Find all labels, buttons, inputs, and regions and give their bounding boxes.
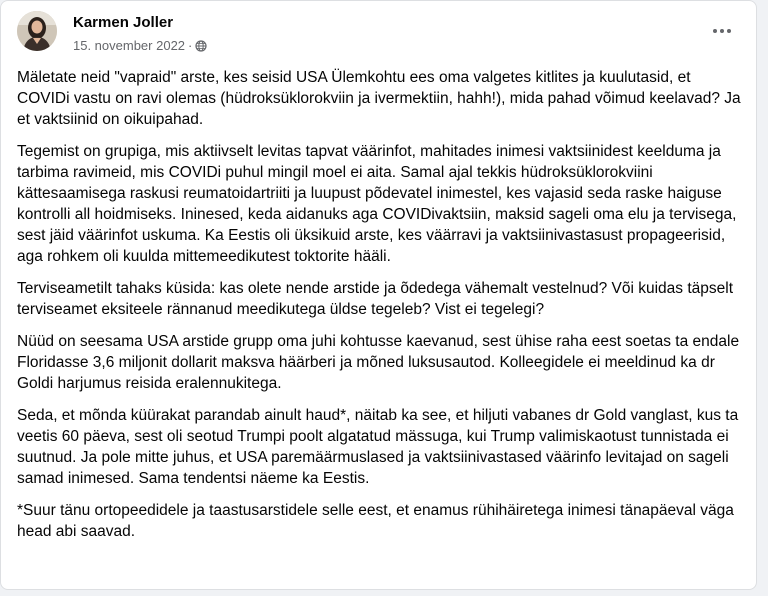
post-header — [17, 11, 740, 59]
post-body — [17, 67, 742, 553]
meta-separator: · — [188, 38, 193, 53]
more-options-icon — [712, 28, 732, 34]
post-date[interactable]: 15. november 2022 — [73, 38, 186, 53]
post-paragraph-6: *Suur tänu ortopeedidele ja taastusarstidele selle eest, et enamus rühihäiretega inimesi tänapäeval väga head abi saavad. — [17, 502, 734, 540]
post-paragraph-2: Tegemist on grupiga, mis aktiivselt levitas tapvat väärinfot, mahitades inimesi vaktsiinidest keelduma ja tarbima ravimeid, mis COVIDi puhul mingil moel ei aita. Samal ajal tekkis hüdroksüklorokviini kättesaamisega raskusi reumatoidartriiti ja luupust põdevatel inimestel, kes vajasid seda raske haiguse kontrolli all hoidmiseks. Ininesed, keda aidanuks aga COVIDivaktsiin, maksid sageli oma elu ja tervisega, sest jäid väärinfot uskuma. Ka Eestis oli üksikuid arste, kes väärravi ja vaktsiinivastasust propageerisid, aga rohkem oli kuulda mittemeedikutest toktorite hääli. — [17, 143, 737, 265]
post-paragraph-1: Mäletate neid "vapraid" arste, kes seisid USA Ülemkohtu ees oma valgetes kitlites ja kuulutasid, et COVIDi vastu on ravi olemas (hüdroksüklorokviin ja ivermektiin, hahh!), mida pahad võimud keelavad? Ja et vaktsiinid on oikuipahad. — [17, 69, 741, 128]
post-paragraph-5: Seda, et mõnda küürakat parandab ainult haud*, näitab ka see, et hiljuti vabanes dr Gold vanglast, kus ta veetis 60 päeva, sest oli seotud Trumpi poolt algatatud mässuga, kui Trump valimiskaotust tunnistada ei suutnud. Ja pole mitte juhus, et USA paremäärmuslased ja vaktsiinivastased väärinfo levitajad on sageli samad inimesed. Sama tendentsi näeme ka Eestis. — [17, 407, 739, 487]
author-avatar[interactable] — [17, 11, 57, 51]
post-meta — [73, 38, 207, 53]
more-options-button[interactable] — [708, 19, 736, 43]
avatar-photo-icon — [17, 11, 57, 51]
post-paragraph-4: Nüüd on seesama USA arstide grupp oma juhi kohtusse kaevanud, sest ühise raha eest soetas ta endale Floridasse 3,6 miljonit dollarit maksva häärberi ja mõned luksusautod. Kolleegidele ei meeldinud ka dr Goldi harjumus reisida eralennukitega. — [17, 333, 740, 392]
author-name[interactable]: Karmen Joller — [73, 14, 174, 31]
globe-icon[interactable] — [195, 40, 207, 52]
post-paragraph-3: Terviseametilt tahaks küsida: kas olete nende arstide ja õdedega vähemalt vestelnud? Või kuidas täpselt terviseamet eksiteele rännanud meedikutega üldse tegeleb? Vist ei tegelegi? — [17, 280, 734, 318]
